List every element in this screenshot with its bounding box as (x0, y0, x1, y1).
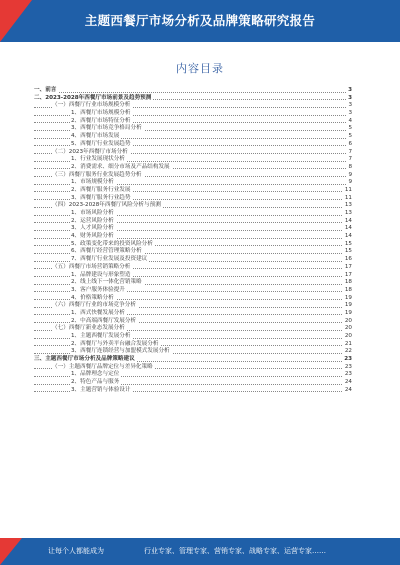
toc-entry[interactable] (34, 325, 352, 333)
toc-entry-page: 6 (348, 140, 352, 147)
footer-slogan: 让每个人都能成为 (48, 547, 104, 555)
toc-entry-text: 2、中高端西餐厅发展分析 (71, 317, 137, 324)
toc-entry-page: 7 (348, 148, 352, 155)
toc-entry-text: 二、2023-2028年西餐厅市场前景及趋势预测 (34, 94, 152, 101)
toc-entry-page: 20 (344, 325, 352, 332)
toc-entry-text: 1、市场规模分析 (71, 179, 114, 186)
toc-entry[interactable] (34, 256, 352, 264)
toc-entry-text: 2、运营风险分析 (71, 217, 114, 224)
toc-entry-page: 20 (344, 333, 352, 339)
toc-entry-page: 14 (344, 233, 352, 240)
toc-entry[interactable] (34, 310, 352, 318)
page-footer (0, 538, 400, 565)
toc-entry-text: （三）西餐厅服务行业发展趋势分析 (52, 171, 142, 178)
toc-entry-text: 2、西餐厅市场特征分析 (71, 117, 131, 124)
toc-entry[interactable] (34, 141, 352, 149)
toc-entry[interactable] (34, 202, 352, 210)
toc-entry[interactable] (34, 179, 352, 187)
toc-entry-page: 11 (344, 194, 352, 201)
toc-entry-page: 23 (344, 356, 352, 363)
toc-entry-text: 2、消费需求、细分市场及产品结构发展 (71, 163, 170, 170)
toc-entry-page: 16 (344, 256, 352, 263)
page-header (0, 0, 400, 42)
toc-entry-text: 1、品牌理念与定位 (71, 371, 120, 378)
toc-entry[interactable] (34, 233, 352, 241)
toc-entry-text: （五）西餐厅市场营销策略分析 (52, 263, 131, 270)
toc-entry[interactable] (34, 248, 352, 256)
toc-entry-page: 15 (344, 240, 352, 247)
toc-entry[interactable] (34, 302, 352, 310)
toc-entry-page: 14 (344, 217, 352, 224)
toc-entry-page: 7 (348, 156, 352, 163)
toc-entry-text: （六）西餐厅行业的市场竞争分析 (52, 302, 136, 309)
toc-entry[interactable] (34, 133, 352, 141)
toc-entry-text: 5、西餐厅行业发展趋势 (71, 140, 131, 147)
toc-entry-page: 9 (348, 179, 352, 186)
toc-entry-text: 三、主题西餐厅市场分析及品牌策略建议 (34, 356, 135, 363)
toc-entry-page: 5 (348, 133, 352, 140)
table-of-contents (34, 87, 352, 395)
toc-entry[interactable] (34, 164, 352, 172)
toc-title: 内容目录 (176, 62, 224, 75)
toc-entry-text: 3、人才风险分析 (71, 225, 114, 232)
toc-entry-page: 20 (344, 317, 352, 324)
toc-entry-text: （四）2023-2028年西餐厅风险分析与预测 (52, 202, 161, 209)
toc-entry-page: 3 (348, 87, 352, 93)
toc-entry-page: 14 (344, 225, 352, 232)
toc-entry-text: 4、西餐厅市场发展 (71, 133, 120, 140)
toc-entry-text: 5、政策变化带来的投资风险分析 (71, 240, 153, 247)
toc-entry-page: 4 (348, 117, 352, 124)
toc-entry[interactable] (34, 348, 352, 356)
toc-leader-dots (34, 92, 352, 93)
toc-entry-text: 1、西式快餐发展分析 (71, 309, 125, 316)
toc-entry-page: 5 (348, 125, 352, 132)
toc-entry[interactable] (34, 356, 352, 364)
toc-entry-page: 3 (348, 94, 352, 101)
toc-entry-text: 7、西餐厅行业发展及投资建议 (71, 256, 148, 263)
toc-entry-page: 15 (344, 248, 352, 255)
toc-entry[interactable] (34, 225, 352, 233)
toc-entry-page: 21 (344, 340, 352, 347)
footer-red-corner (0, 538, 22, 565)
toc-entry-text: 一、前言 (34, 87, 57, 93)
toc-entry-page: 17 (344, 271, 352, 278)
toc-entry[interactable] (34, 187, 352, 195)
footer-experts: 行业专家、管理专家、营销专家、战略专家、运营专家…… (144, 547, 326, 555)
toc-entry-page: 23 (344, 363, 352, 370)
toc-entry-text: 1、市场风险分析 (71, 210, 114, 216)
toc-entry-text: 2、西餐厅与外卖平台融合发展分析 (71, 340, 159, 347)
toc-entry-text: 2、西餐厅服务行业发展 (71, 186, 131, 193)
toc-entry-page: 23 (344, 371, 352, 378)
toc-entry[interactable] (34, 110, 352, 118)
toc-entry[interactable] (34, 125, 352, 133)
report-title: 主题西餐厅市场分析及品牌策略研究报告 (84, 13, 316, 28)
toc-entry-page: 13 (344, 210, 352, 216)
toc-entry-text: 2、线上线下一体化营销策略 (71, 279, 142, 286)
toc-entry-text: 2、特色产品与服务 (71, 379, 120, 386)
toc-entry-text: 3、客户服务体验提升 (71, 286, 125, 293)
toc-entry-text: 1、主题西餐厅发展分析 (71, 333, 131, 339)
toc-entry-text: 6、西餐厅经营管理策略分析 (71, 248, 142, 255)
toc-entry-page: 19 (344, 309, 352, 316)
toc-entry-page: 24 (344, 379, 352, 386)
toc-entry-page: 18 (344, 286, 352, 293)
toc-entry-text: 3、西餐厅连锁经营与加盟模式发展分析 (71, 348, 170, 355)
toc-entry[interactable] (34, 387, 352, 395)
toc-entry-text: 1、西餐厅市场规模分析 (71, 110, 131, 117)
toc-entry-page: 19 (344, 294, 352, 301)
toc-entry-page: 9 (348, 171, 352, 178)
toc-entry[interactable] (34, 156, 352, 164)
toc-entry-text: 3、主题营销与体验设计 (71, 386, 131, 393)
toc-entry-page: 13 (344, 202, 352, 209)
toc-entry[interactable] (34, 279, 352, 287)
toc-entry[interactable] (34, 102, 352, 110)
toc-entry[interactable] (34, 371, 352, 379)
toc-entry[interactable] (34, 333, 352, 341)
toc-entry-text: 1、品牌建设与形象塑造 (71, 271, 131, 278)
toc-entry-page: 19 (344, 302, 352, 309)
toc-entry-page: 11 (344, 186, 352, 193)
toc-entry-text: 3、西餐厅服务行业趋势 (71, 194, 131, 201)
toc-entry[interactable] (34, 87, 352, 95)
toc-entry[interactable] (34, 287, 352, 295)
toc-entry-page: 8 (348, 163, 352, 170)
toc-entry[interactable] (34, 379, 352, 387)
toc-entry[interactable] (34, 210, 352, 218)
toc-entry-text: 3、西餐厅市场竞争格局分析 (71, 125, 142, 132)
toc-entry-page: 18 (344, 279, 352, 286)
toc-entry-text: 1、行业发展现状分析 (71, 156, 125, 163)
toc-entry-text: 4、价格策略分析 (71, 294, 114, 301)
toc-entry-text: （一）主题西餐厅品牌定位与差异化策略 (52, 363, 153, 370)
toc-entry-page: 3 (348, 102, 352, 109)
toc-entry-page: 22 (344, 348, 352, 355)
toc-entry-page: 17 (344, 263, 352, 270)
toc-entry-text: （二）2023年西餐厅市场分析 (52, 148, 128, 155)
toc-entry-text: 4、财务风险分析 (71, 233, 114, 240)
toc-entry[interactable] (34, 264, 352, 272)
toc-entry-text: （七）西餐厅新业态发展分析 (52, 325, 125, 332)
toc-entry-page: 24 (344, 386, 352, 393)
toc-entry-page: 3 (348, 110, 352, 117)
toc-entry-text: （一）西餐厅行业市场规模分析 (52, 102, 131, 109)
